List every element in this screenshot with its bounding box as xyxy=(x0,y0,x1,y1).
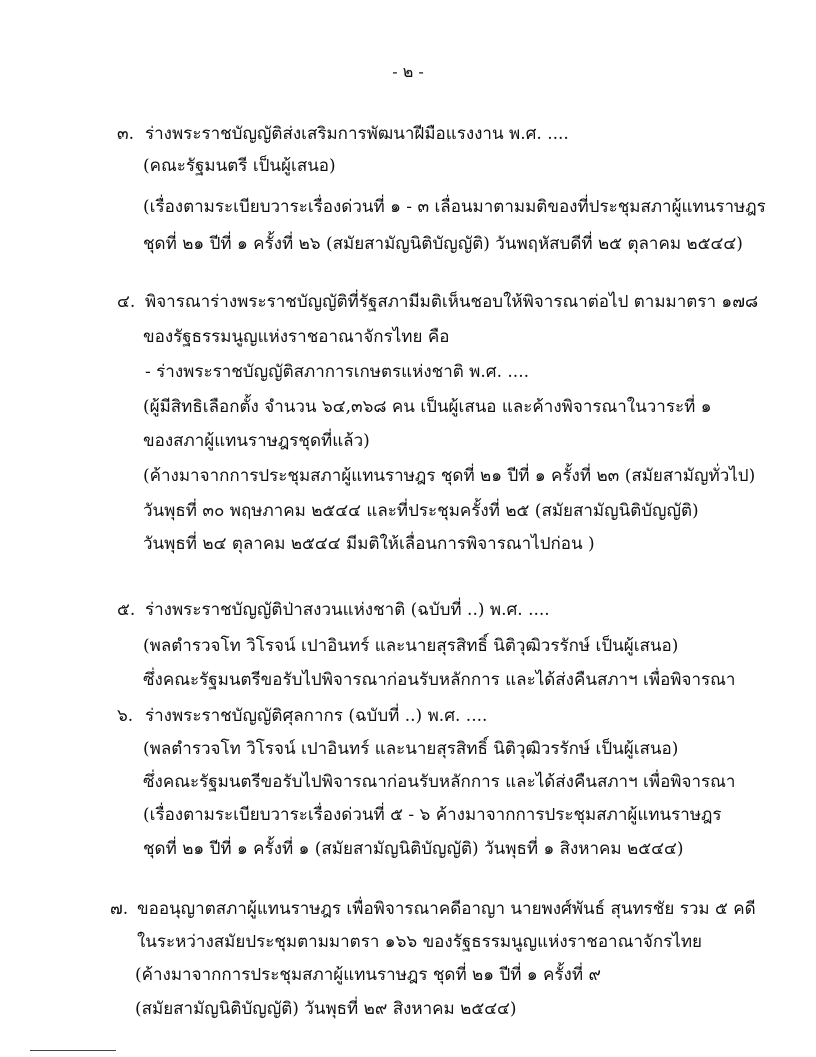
item-line: วันพุธที่ ๓๐ พฤษภาคม ๒๕๔๔ และที่ประชุมครั้งที่ ๒๕ (สมัยสามัญนิติบัญญัติ) xyxy=(143,501,699,521)
item-line: (สมัยสามัญนิติบัญญัติ) วันพุธที่ ๒๙ สิงหาคม ๒๕๔๔) xyxy=(135,999,517,1019)
item-line: (เรื่องตามระเบียบวาระเรื่องด่วนที่ ๑ - ๓ เลื่อนมาตามมติของที่ประชุมสภาผู้แทนราษฎร xyxy=(143,197,766,217)
item-line: (ค้างมาจากการประชุมสภาผู้แทนราษฎร ชุดที่ ๒๑ ปีที่ ๑ ครั้งที่ ๙ xyxy=(135,965,601,985)
item-number: ๗. xyxy=(110,899,129,919)
item-line: ของรัฐธรรมนูญแห่งราชอาณาจักรไทย คือ xyxy=(143,327,450,347)
item-line: ชุดที่ ๒๑ ปีที่ ๑ ครั้งที่ ๑ (สมัยสามัญนิติบัญญัติ) วันพุธที่ ๑ สิงหาคม ๒๕๔๔) xyxy=(143,839,684,859)
item-line: ในระหว่างสมัยประชุมตามมาตรา ๑๖๖ ของรัฐธรรมนูญแห่งราชอาณาจักรไทย xyxy=(137,932,703,952)
item-number: ๖. xyxy=(117,706,134,726)
item-line: ขออนุญาตสภาผู้แทนราษฎร เพื่อพิจารณาคดีอาญา นายพงศ์พันธ์ สุนทรชัย รวม ๕ คดี xyxy=(137,899,756,919)
item-line: ของสภาผู้แทนราษฎรชุดที่แล้ว) xyxy=(143,431,370,451)
item-number: ๕. xyxy=(117,600,136,620)
item-line: วันพุธที่ ๒๔ ตุลาคม ๒๕๔๔ มีมติให้เลื่อนการพิจารณาไปก่อน ) xyxy=(143,534,595,554)
item-line: ร่างพระราชบัญญัติป่าสงวนแห่งชาติ (ฉบับที่ ..) พ.ศ. .... xyxy=(145,600,550,620)
item-line: (คณะรัฐมนตรี เป็นผู้เสนอ) xyxy=(143,156,336,176)
item-line: (ผู้มีสิทธิเลือกตั้ง จำนวน ๖๔,๓๖๘ คน เป็นผู้เสนอ และค้างพิจารณาในวาระที่ ๑ xyxy=(143,397,712,417)
item-line: พิจารณาร่างพระราชบัญญัติที่รัฐสภามีมติเห็นชอบให้พิจารณาต่อไป ตามมาตรา ๑๗๘ xyxy=(145,292,759,312)
item-number: ๔. xyxy=(117,292,136,312)
item-line: ชุดที่ ๒๑ ปีที่ ๑ ครั้งที่ ๒๖ (สมัยสามัญนิติบัญญัติ) วันพฤหัสบดีที่ ๒๕ ตุลาคม ๒๕๔๔) xyxy=(143,234,743,254)
item-line: ร่างพระราชบัญญัติศุลกากร (ฉบับที่ ..) พ.ศ. .... xyxy=(145,706,488,726)
item-line: ซึ่งคณะรัฐมนตรีขอรับไปพิจารณาก่อนรับหลักการ และได้ส่งคืนสภาฯ เพื่อพิจารณา xyxy=(143,670,736,690)
page-number: - ๒ - xyxy=(392,62,424,81)
item-line: (เรื่องตามระเบียบวาระเรื่องด่วนที่ ๕ - ๖ ค้างมาจากการประชุมสภาผู้แทนราษฎร xyxy=(143,805,722,825)
item-line: (พลตำรวจโท วิโรจน์ เปาอินทร์ และนายสุรสิทธิ์ นิติวุฒิวรรักษ์ เป็นผู้เสนอ) xyxy=(143,636,679,656)
item-line: (พลตำรวจโท วิโรจน์ เปาอินทร์ และนายสุรสิทธิ์ นิติวุฒิวรรักษ์ เป็นผู้เสนอ) xyxy=(143,739,679,759)
item-line: ซึ่งคณะรัฐมนตรีขอรับไปพิจารณาก่อนรับหลักการ และได้ส่งคืนสภาฯ เพื่อพิจารณา xyxy=(143,772,736,792)
item-line: (ค้างมาจากการประชุมสภาผู้แทนราษฎร ชุดที่ ๒๑ ปีที่ ๑ ครั้งที่ ๒๓ (สมัยสามัญทั่วไป) xyxy=(143,466,756,486)
item-line: ร่างพระราชบัญญัติส่งเสริมการพัฒนาฝีมือแรงงาน พ.ศ. .... xyxy=(145,124,569,144)
item-line: - ร่างพระราชบัญญัติสภาการเกษตรแห่งชาติ พ.ศ. .... xyxy=(145,362,530,382)
footer-divider xyxy=(30,1050,116,1051)
item-number: ๓. xyxy=(117,124,135,144)
